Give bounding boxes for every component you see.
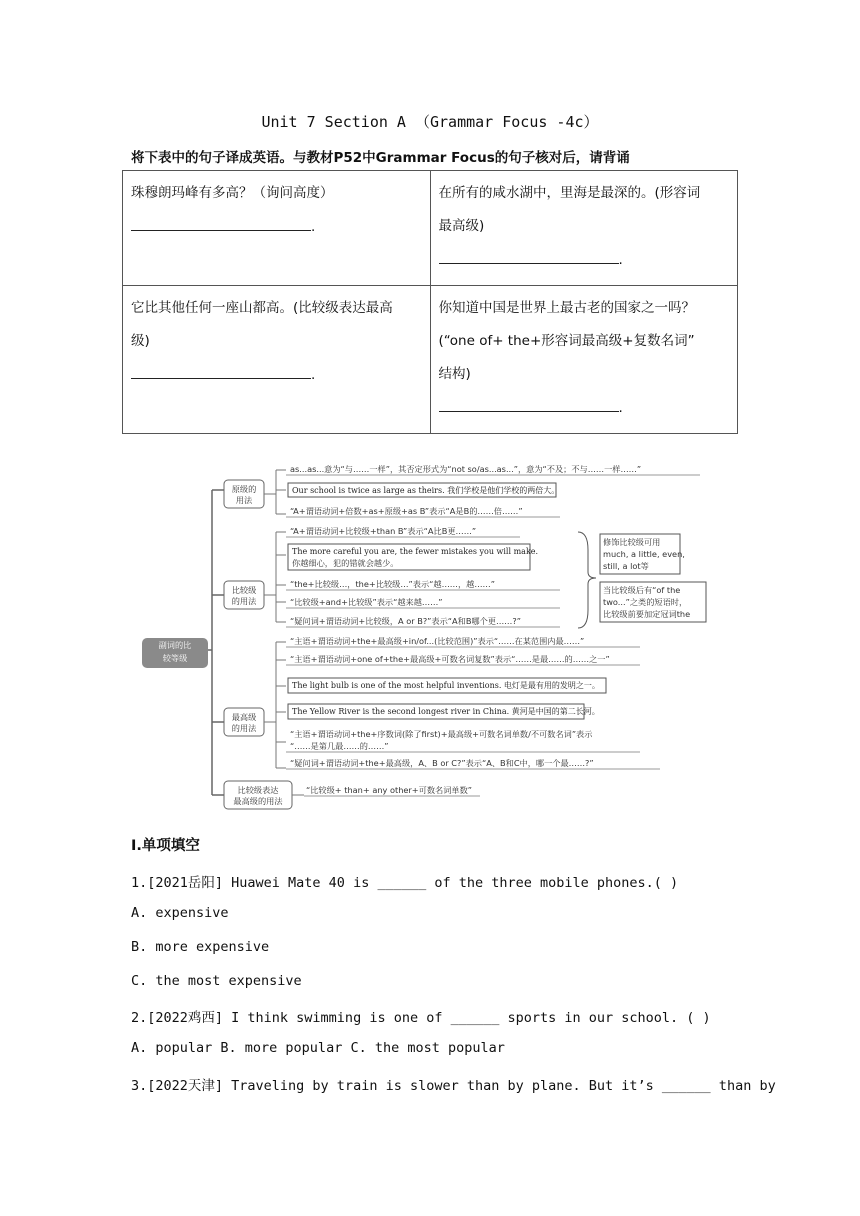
cell-4 <box>430 286 738 434</box>
b2-label-1: 的用法 <box>231 596 257 606</box>
page-title: Unit 7 Section A （Grammar Focus -4c） <box>261 113 599 131</box>
cell-3 <box>123 286 431 434</box>
cell-4-prompt-b: (“one of+ the+形容词最高级+复数名词” <box>438 333 695 349</box>
cell-4-end: . <box>618 400 623 416</box>
option-1b[interactable]: B. more expensive <box>131 939 270 955</box>
cell-4-prompt-a: 你知道中国是世界上最古老的国家之一吗？ <box>438 300 695 316</box>
root-label-2: 较等级 <box>162 653 188 663</box>
answer-blank[interactable] <box>439 391 619 412</box>
root-label-1: 副词的比 <box>158 640 192 650</box>
b4-line-0: “比较级+ than+ any other+可数名词单数” <box>306 785 473 795</box>
b2-line-3: “the+比较级…，the+比较级…”表示“越……，越……” <box>290 579 495 589</box>
b2-note2-2: 比较级前要加定冠词the <box>603 609 691 619</box>
b2-line-1: The more careful you are, the fewer mistakes you will make. <box>292 547 539 556</box>
b1-label-0: 原级的 <box>231 484 257 494</box>
translation-table <box>122 170 738 434</box>
question-1: 1.[2021岳阳] Huawei Mate 40 is ______ of the three mobile phones.( ) <box>131 875 679 891</box>
question-2: 2.[2022鸡西] I think swimming is one of ______ sports in our school. ( ) <box>131 1010 711 1026</box>
cell-3-end: . <box>311 367 316 383</box>
b3-line-4: “主语+谓语动词+the+序数词(除了first)+最高级+可数名词单数/不可数名词”表示 <box>290 729 593 739</box>
cell-2-end: . <box>618 252 623 268</box>
section-heading: Ⅰ.单项填空 <box>131 838 200 854</box>
b2-note1-1: much, a little, even, <box>603 549 685 559</box>
root-label-0: 形容词、 <box>158 626 192 636</box>
cell-1-end: . <box>311 219 316 235</box>
answer-blank[interactable] <box>131 358 311 379</box>
b2-line-0: “A+谓语动词+比较级+than B”表示“A比B更……” <box>290 526 477 536</box>
b3-label-0: 最高级 <box>231 712 257 722</box>
cell-1-prompt: 珠穆朗玛峰有多高？（询问高度） <box>131 185 334 201</box>
b1-line-0: as...as...意为“与……一样”，其否定形式为“not so/as...as...”，意为“不及；不与……一样……” <box>290 464 642 474</box>
b3-line-1: “主语+谓语动词+one of+the+最高级+可数名词复数”表示“……是最……的……之一” <box>290 654 610 664</box>
b4-label-1: 最高级的用法 <box>233 796 283 806</box>
options-2[interactable]: A. popular B. more popular C. the most popular <box>131 1040 505 1056</box>
question-3: 3.[2022天津] Traveling by train is slower than by plane. But it’s ______ than by <box>131 1078 776 1094</box>
b2-line-2: 你越细心，犯的错就会越少。 <box>292 558 399 568</box>
cell-2 <box>430 171 738 286</box>
b3-line-0: “主语+谓语动词+the+最高级+in/of...(比较范围)”表示“……在某范围内最……” <box>290 636 585 646</box>
cell-4-prompt-c: 结构) <box>438 366 471 382</box>
answer-blank[interactable] <box>131 210 311 231</box>
answer-blank[interactable] <box>439 243 619 264</box>
option-1c[interactable]: C. the most expensive <box>131 973 302 989</box>
b3-line-2: The light bulb is one of the most helpful inventions. 电灯是最有用的发明之一。 <box>292 681 600 690</box>
b1-line-1: Our school is twice as large as theirs. 我们学校是他们学校的两倍大。 <box>292 486 560 495</box>
cell-2-prompt-b: 最高级) <box>438 218 485 234</box>
b2-line-4: “比较级+and+比较级”表示“越来越……” <box>290 597 443 607</box>
b2-line-5: “疑问词+谓语动词+比较级，A or B?”表示“A和B哪个更……?” <box>290 616 521 626</box>
b2-label-0: 比较级 <box>231 585 257 595</box>
cell-3-prompt-a: 它比其他任何一座山都高。(比较级表达最高 <box>131 300 393 316</box>
b3-label-1: 的用法 <box>231 723 257 733</box>
b3-line-5: “……是第几最……的……” <box>290 741 389 751</box>
b2-note2-1: two...”之类的短语时， <box>603 597 688 607</box>
b3-line-6: “疑问词+谓语动词+the+最高级，A、B or C?”表示“A、B和C中，哪一个最……?” <box>290 758 594 768</box>
comparison-mind-map <box>140 450 720 820</box>
b2-note1-2: still, a lot等 <box>603 561 649 571</box>
cell-3-prompt-b: 级) <box>131 333 150 349</box>
b2-note1-0: 修饰比较级可用 <box>603 537 661 547</box>
b3-line-3: The Yellow River is the second longest river in China. 黄河是中国的第二长河。 <box>292 707 600 716</box>
b1-line-2: “A+谓语动词+倍数+as+原级+as B”表示“A是B的……倍……” <box>290 506 523 516</box>
option-1a[interactable]: A. expensive <box>131 905 229 921</box>
b2-note2-0: 当比较级后有“of the <box>603 585 681 595</box>
cell-2-prompt-a: 在所有的咸水湖中，里海是最深的。(形容词 <box>438 185 701 201</box>
cell-1 <box>123 171 431 286</box>
instruction: 将下表中的句子译成英语。与教材P52中Grammar Focus的句子核对后，请背诵 <box>131 150 630 166</box>
b1-label-1: 用法 <box>235 495 253 505</box>
b4-label-0: 比较级表达 <box>237 785 279 795</box>
